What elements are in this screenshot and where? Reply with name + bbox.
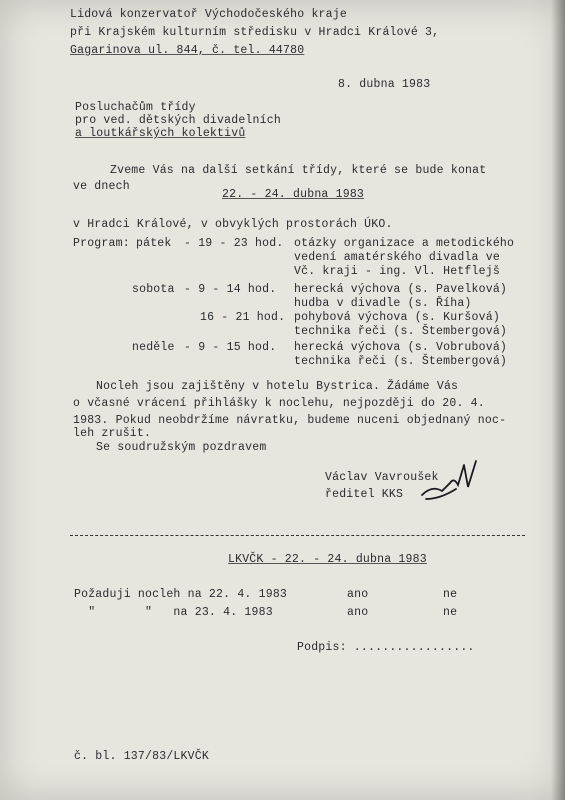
form-no-option[interactable]: ne: [443, 588, 458, 601]
form-heading: LKVČK - 22. - 24. dubna 1983: [228, 553, 427, 566]
intro-line-3: v Hradci Králové, v obvyklých prostorách ÚKO.: [73, 218, 393, 231]
form-yes-option[interactable]: ano: [347, 588, 369, 601]
program-text: technika řeči (s. Štembergová): [294, 325, 508, 338]
header-line-1: Lidová konzervatoř Východočeského kraje: [70, 8, 347, 21]
program-text: vedení amatérského divadla ve: [294, 251, 500, 264]
cut-line: [70, 535, 525, 536]
addressee-line-3: a loutkářských kolektivů: [75, 127, 246, 140]
form-yes-option[interactable]: ano: [347, 606, 369, 619]
closing-line-5: Se soudružským pozdravem: [96, 441, 267, 454]
addressee-line-2: pro ved. dětských divadelních: [75, 114, 281, 127]
program-text: otázky organizace a metodického: [294, 237, 515, 250]
program-time: - 9 - 14 hod.: [184, 283, 277, 296]
form-no-option[interactable]: ne: [443, 606, 458, 619]
program-label: Program:: [73, 237, 130, 250]
program-day: pátek: [136, 237, 172, 250]
page-edge-shadow: [551, 0, 565, 800]
reference-number: č. bl. 137/83/LKVČK: [74, 750, 209, 763]
handwritten-signature: [420, 455, 490, 510]
closing-line-3: 1983. Pokud neobdržíme návratku, budeme nuceni objednaný noc-: [73, 414, 507, 427]
program-text: hudba v divadle (s. Říha): [294, 297, 472, 310]
program-day: sobota: [132, 283, 175, 296]
header-line-2: při Krajském kulturním středisku v Hradci Králové 3,: [70, 26, 440, 39]
closing-line-4: leh zrušit.: [73, 427, 152, 440]
program-day: neděle: [132, 341, 175, 354]
program-text: herecká výchova (s. Pavelková): [294, 283, 508, 296]
program-time: - 19 - 23 hod.: [184, 237, 284, 250]
program-time: 16 - 21 hod.: [200, 311, 286, 324]
closing-line-2: o včasné vrácení přihlášky k noclehu, nejpozději do 20. 4.: [73, 397, 485, 410]
letter-date: 8. dubna 1983: [338, 78, 431, 91]
signatory-title: ředitel KKS: [325, 488, 404, 501]
program-text: technika řeči (s. Štembergová): [294, 355, 508, 368]
form-row-1: Požaduji nocleh na 22. 4. 1983: [74, 588, 288, 601]
intro-dates: 22. - 24. dubna 1983: [222, 188, 365, 201]
header-line-3: Gagarinova ul. 844, č. tel. 44780: [70, 44, 305, 57]
signature-field[interactable]: Podpis: .................: [297, 641, 475, 654]
program-text: pohybová výchova (s. Kuršová): [294, 311, 500, 324]
intro-line-2: ve dnech: [73, 180, 130, 193]
intro-line-1: Zveme Vás na další setkání třídy, které se bude konat: [110, 164, 487, 177]
addressee-line-1: Posluchačům třídy: [75, 101, 196, 114]
program-text: Vč. kraji - ing. Vl. Hetflejš: [294, 265, 500, 278]
program-text: herecká výchova (s. Vobrubová): [294, 341, 508, 354]
closing-line-1: Nocleh jsou zajištěny v hotelu Bystrica. Žádáme Vás: [96, 380, 459, 393]
signatory-name: Václav Vavroušek: [325, 471, 439, 484]
program-time: - 9 - 15 hod.: [184, 341, 277, 354]
form-row-2: " " na 23. 4. 1983: [74, 606, 273, 619]
